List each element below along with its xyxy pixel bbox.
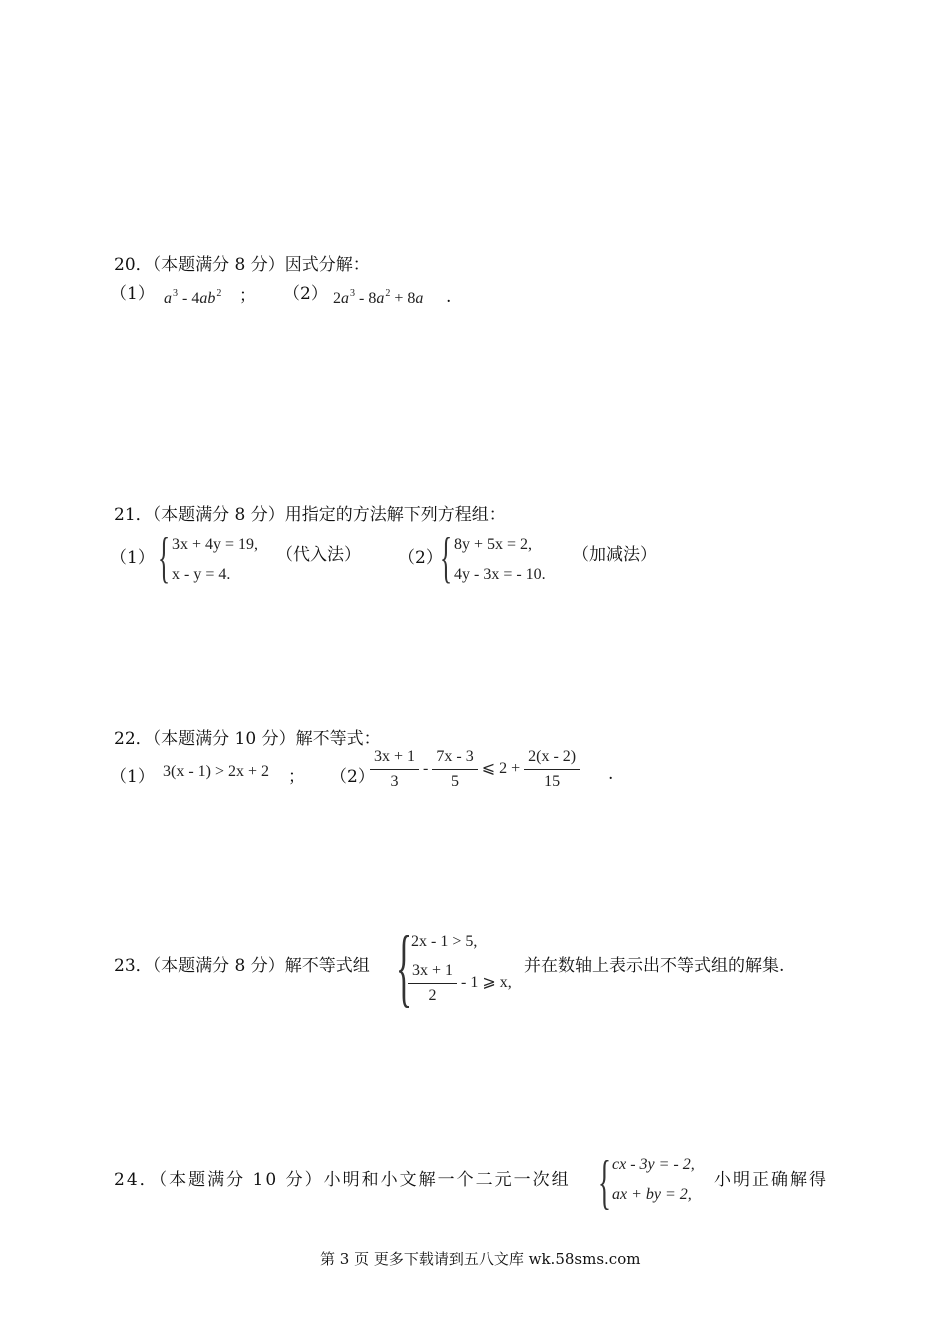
q20-part2-label: （2） xyxy=(283,284,328,304)
q21-part1-line2: x - y = 4. xyxy=(172,566,231,583)
q22-part1-end: ； xyxy=(288,767,305,787)
q23-fraction: $\frac{3x + 1}{2}$ xyxy=(408,962,457,1005)
q20-part1-expression: $a^3 - 4ab^2$ xyxy=(164,288,222,307)
q20-part2-end: . xyxy=(446,287,452,307)
q24-brace: { xyxy=(598,1149,611,1215)
q20-part2-expression: $2a^3 - 8a^2 + 8a$ xyxy=(333,288,424,307)
q24-line1: cx - 3y = - 2, xyxy=(612,1156,695,1173)
q21-part1-method: （代入法） xyxy=(276,545,361,565)
q20-part1-end: ； xyxy=(239,286,256,306)
q23-heading: 23．（本题满分 8 分）解不等式组 xyxy=(114,956,370,976)
q21-part1-label: （1） xyxy=(110,548,155,568)
fraction-1: $\frac{3x + 1}{3}$ xyxy=(370,748,419,791)
q21-heading: 21．（本题满分 8 分）用指定的方法解下列方程组： xyxy=(114,505,506,525)
q21-part2-line2: 4y - 3x = - 10. xyxy=(454,566,546,583)
q21-part2-label: （2） xyxy=(398,548,443,568)
fraction-2: $\frac{7x - 3}{5}$ xyxy=(432,748,477,791)
q20-part1-label: （1） xyxy=(110,284,155,304)
q21-part2-method: （加减法） xyxy=(572,545,657,565)
q20-heading: 20．（本题满分 8 分）因式分解： xyxy=(114,255,370,275)
page-footer: 第 3 页 更多下载请到五八文库 wk.58sms.com xyxy=(320,1250,641,1268)
q23-brace: { xyxy=(396,919,413,1016)
q24-tail: 小明正确解得 xyxy=(714,1170,828,1190)
fraction-3: $\frac{2(x - 2)}{15}$ xyxy=(524,748,580,791)
q23-line2: $\frac{3x + 1}{2}$ - 1 ⩾ x, xyxy=(408,962,512,1005)
q24-line2: ax + by = 2, xyxy=(612,1186,692,1203)
q22-part2-end: . xyxy=(608,764,614,784)
q22-part2-expression: $\frac{3x + 1}{3}$ - $\frac{7x - 3}{5}$ ⩽ 2 + $\frac{2(x - 2)}{15}$ xyxy=(370,748,580,791)
q22-part1-expression: 3(x - 1) > 2x + 2 xyxy=(163,763,270,780)
q24-heading: 24．（本题满分 10 分）小明和小文解一个二元一次组 xyxy=(114,1170,571,1190)
q23-tail: 并在数轴上表示出不等式组的解集. xyxy=(524,956,785,976)
q21-part2-brace: { xyxy=(440,527,453,589)
q22-part2-label: （2） xyxy=(330,767,375,787)
q21-part1-brace: { xyxy=(158,527,171,589)
q21-part2-line1: 8y + 5x = 2, xyxy=(454,536,533,553)
q22-part1-label: （1） xyxy=(110,767,155,787)
q21-part1-line1: 3x + 4y = 19, xyxy=(172,536,259,553)
q22-heading: 22．（本题满分 10 分）解不等式： xyxy=(114,729,381,749)
q23-line1: 2x - 1 > 5, xyxy=(411,933,478,950)
